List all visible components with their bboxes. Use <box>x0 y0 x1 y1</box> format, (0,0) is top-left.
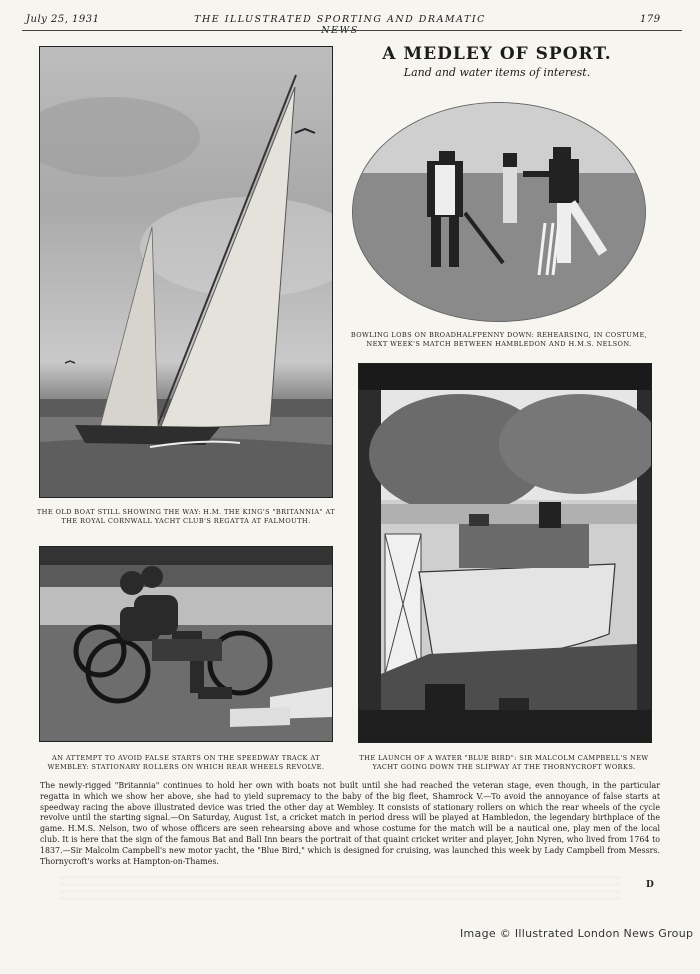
launch-photo <box>358 363 652 743</box>
yacht-illustration <box>40 47 332 497</box>
cricket-caption: BOWLING LOBS ON BROADHALFPENNY DOWN: REHEARSING, IN COSTUME, NEXT WEEK'S MATCH BETWEEN HAMBLEDON AND H.M.S. NELSON. <box>350 331 648 348</box>
speedway-illustration <box>40 547 332 741</box>
header-rule <box>22 30 682 31</box>
page-marker: D <box>646 880 654 890</box>
yacht-photo <box>39 46 333 498</box>
cricket-photo <box>352 102 646 322</box>
header-page-number: 179 <box>640 14 661 25</box>
header-date: July 25, 1931 <box>26 14 100 25</box>
header-title: THE ILLUSTRATED SPORTING AND DRAMATIC <box>194 14 486 25</box>
speedway-caption: AN ATTEMPT TO AVOID FALSE STARTS ON THE SPEEDWAY TRACK AT WEMBLEY: STATIONARY ROLLERS ON WHICH REAR WHEELS REVOLVE. <box>47 754 325 771</box>
yacht-caption: THE OLD BOAT STILL SHOWING THE WAY: H.M. THE KING'S "BRITANNIA" AT THE ROYAL CORNWALL YACHT CLUB'S REGATTA AT FALMOUTH. <box>36 508 336 525</box>
article-subheadline: Land and water items of interest. <box>403 66 591 79</box>
speedway-photo <box>39 546 333 742</box>
launch-caption: THE LAUNCH OF A WATER "BLUE BIRD": SIR MALCOLM CAMPBELL'S NEW YACHT GOING DOWN THE SLIPWAY AT THE THORNYCROFT WORKS. <box>359 754 649 771</box>
article-body: The newly-rigged "Britannia" continues to hold her own with boats not built until she had reached the veteran stage, even though, in the particular regatta in which we show her above, she had to yield supremacy to the baby of the big fleet, Shamrock V.—To avoid the annoyance of false starts at speedway racing the above illustrated device was tried the other day at Wembley. It consists of stationary rollers on which the rear wheels of the cycle revolve until the starting signal.—On Saturday, August 1st, a cricket match in period dress will be played at Hambledon, the legendary birthplace of the game. H.M.S. Nelson, two of whose officers are seen rehearsing above and whose costume for the match will be a nautical one, play men of the local club. It is here that the sign of the famous Bat and Ball Inn bears the portrait of that quaint cricket writer and player, John Nyren, who lived from 1764 to 1837.—Sir Malcolm Campbell's new motor yacht, the "Blue Bird," which is designed for cruising, was launched this week by Lady Campbell from Messrs. Thornycroft's works at Hampton-on-Thames. <box>40 781 660 866</box>
bleed-through-texture <box>60 876 620 902</box>
image-credit: Image © Illustrated London News Group <box>460 927 694 940</box>
launch-illustration <box>359 364 651 742</box>
cricket-illustration <box>353 103 645 321</box>
article-headline: A MEDLEY OF SPORT. <box>382 44 612 64</box>
